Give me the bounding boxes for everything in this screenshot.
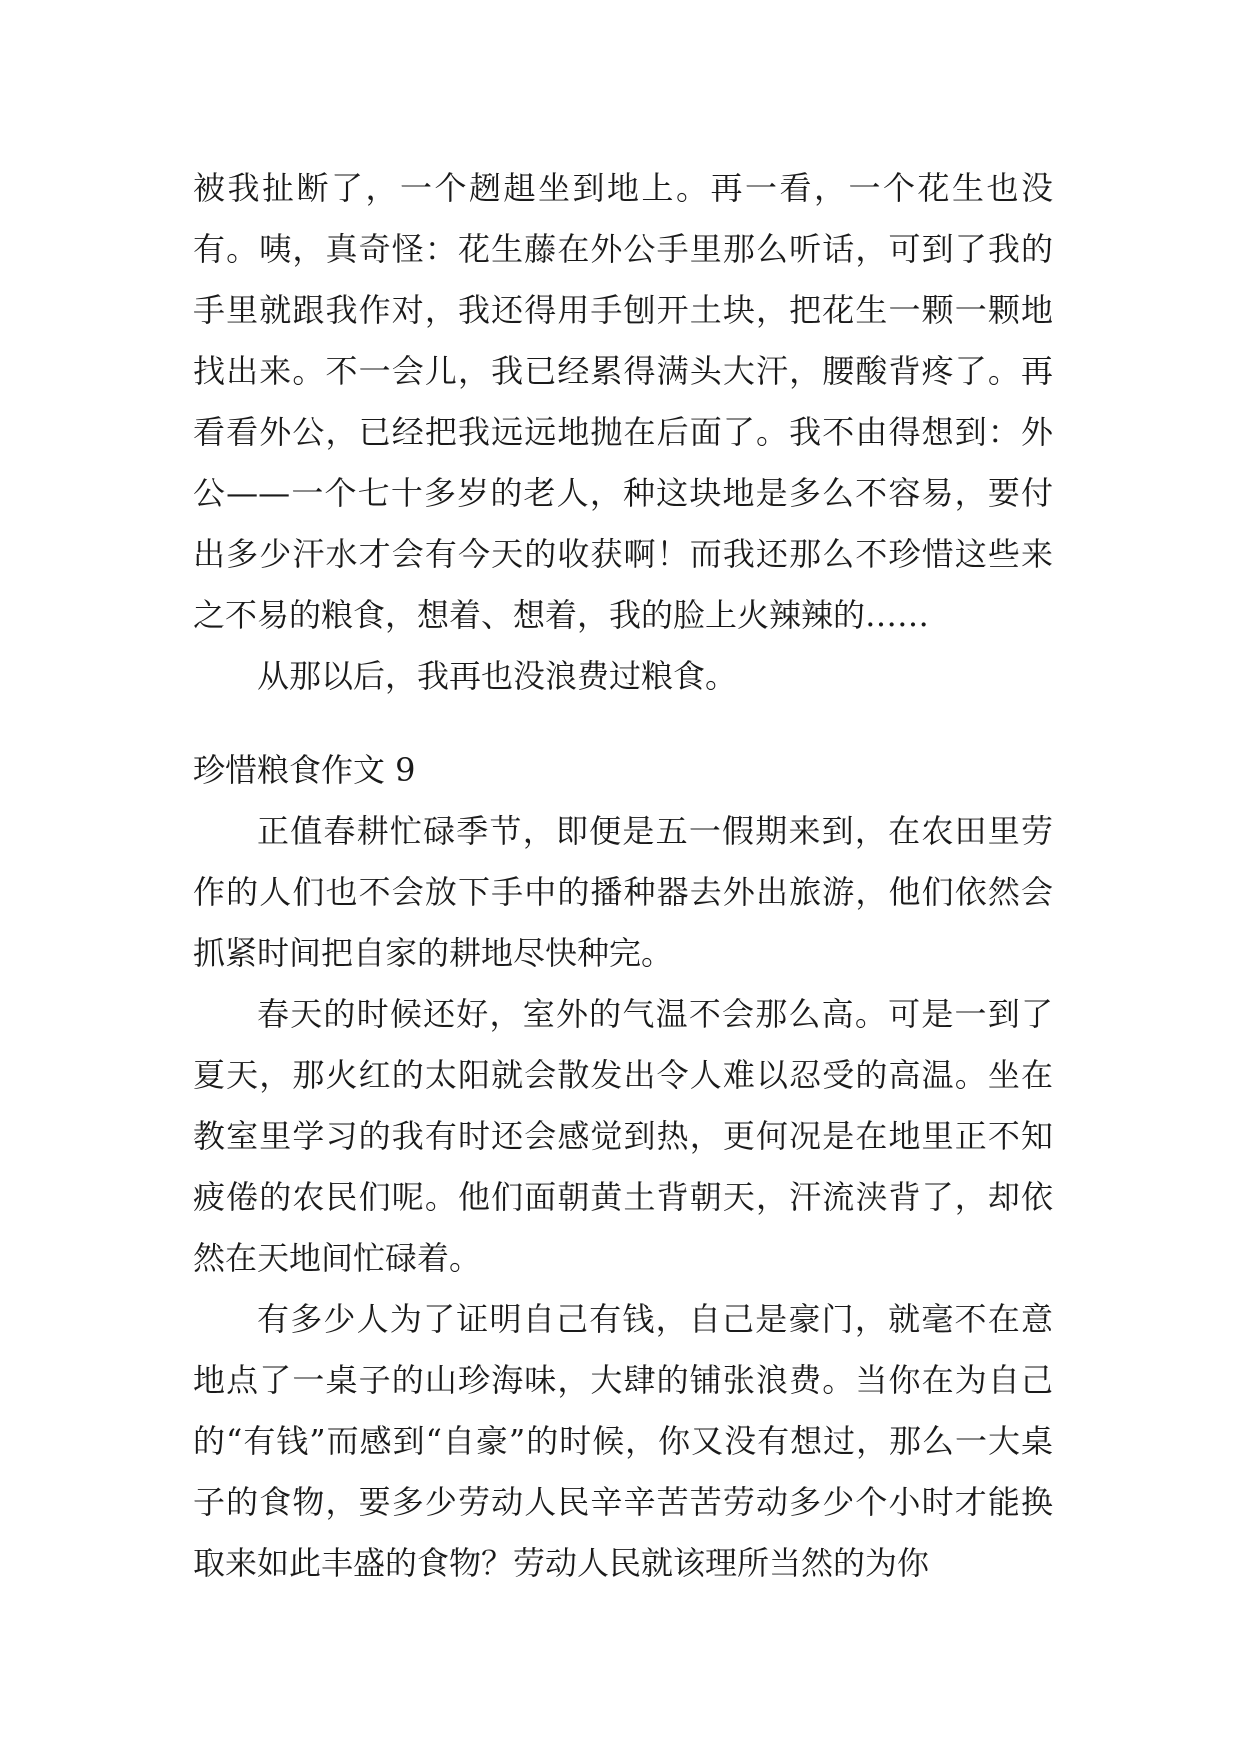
paragraph-continued: 被我扯断了，一个趔趄坐到地上。再一看，一个花生也没有。咦，真奇怪：花生藤在外公手里那么听话，可到了我的手里就跟我作对，我还得用手刨开土块，把花生一颗一颗地找出来。不一会儿，我已经累得满头大汗，腰酸背疼了。再看看外公，已经把我远远地抛在后面了。我不由得想到：外公——一个七十多岁的老人，种这块地是多么不容易，要付出多少汗水才会有今天的收获啊！而我还那么不珍惜这些来之不易的粮食，想着、想着，我的脸上火辣辣的…… [193, 169, 1053, 634]
section-b-body [193, 801, 1053, 1594]
paragraph: 正值春耕忙碌季节，即便是五一假期来到，在农田里劳作的人们也不会放下手中的播种器去外出旅游，他们依然会抓紧时间把自家的耕地尽快种完。 [193, 812, 1053, 972]
essay-heading: 珍惜粮食作文 9 [193, 751, 416, 789]
paragraph: 有多少人为了证明自己有钱，自己是豪门，就毫不在意地点了一桌子的山珍海味，大肆的铺张浪费。当你在为自己的“有钱”而感到“自豪”的时候，你又没有想过，那么一大桌子的食物，要多少劳动人民辛辛苦苦劳动多少个小时才能换取来如此丰盛的食物？劳动人民就该理所当然的为你 [193, 1300, 1053, 1582]
paragraph: 春天的时候还好，室外的气温不会那么高。可是一到了夏天，那火红的太阳就会散发出令人难以忍受的高温。坐在教室里学习的我有时还会感觉到热，更何况是在地里正不知疲倦的农民们呢。他们面朝黄土背朝天，汗流浃背了，却依然在天地间忙碌着。 [193, 995, 1053, 1277]
section-a-body [193, 158, 1053, 707]
paragraph-closing: 从那以后，我再也没浪费过粮食。 [257, 657, 738, 695]
